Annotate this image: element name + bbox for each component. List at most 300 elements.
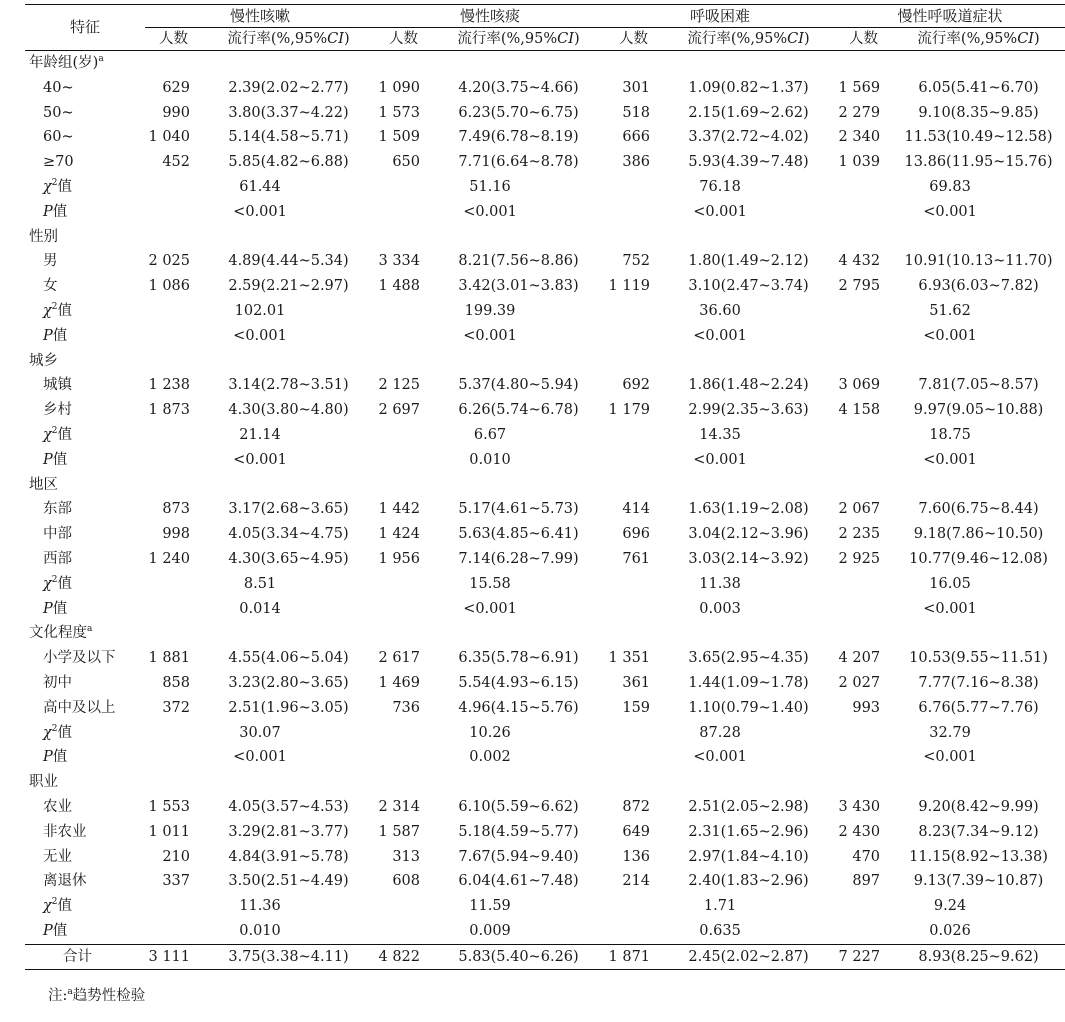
rate-cell: 3.75(3.38~4.11) bbox=[202, 944, 375, 969]
row-label: 中部 bbox=[43, 526, 72, 543]
count-cell: 629 bbox=[162, 79, 190, 96]
rate-header bbox=[202, 28, 375, 51]
rate-cell: 4.84(3.91~5.78) bbox=[228, 848, 349, 865]
rate-header-prefix: 流行率(%,95% bbox=[917, 30, 1018, 47]
chi-square-symbol: χ bbox=[43, 426, 52, 443]
count-cell: 692 bbox=[622, 377, 651, 394]
rate-cell: 4.55(4.06~5.04) bbox=[228, 650, 349, 667]
p-label-text: 值 bbox=[52, 922, 68, 939]
stat-label bbox=[25, 919, 145, 944]
section-label bbox=[25, 621, 1065, 646]
rate-cell: 11.53(10.49~12.58) bbox=[904, 129, 1053, 146]
row-label: 初中 bbox=[43, 674, 72, 691]
p-value: 0.009 bbox=[469, 922, 511, 939]
section-name: 性别 bbox=[29, 228, 58, 245]
count-cell: 1 488 bbox=[378, 278, 421, 295]
chi-square-value: 51.16 bbox=[469, 178, 511, 195]
count-cell: 872 bbox=[622, 798, 651, 815]
count-cell: 4 207 bbox=[838, 650, 881, 667]
rate-cell: 6.35(5.78~6.91) bbox=[458, 650, 579, 667]
count-cell: 1 509 bbox=[378, 129, 421, 146]
rate-cell: 3.04(2.12~3.96) bbox=[688, 526, 809, 543]
stat-label bbox=[25, 175, 145, 200]
count-cell: 4 158 bbox=[838, 402, 881, 419]
chi-square-symbol: χ bbox=[43, 575, 52, 592]
count-cell: 2 697 bbox=[378, 402, 421, 419]
count-cell: 452 bbox=[162, 154, 190, 171]
p-value: <0.001 bbox=[923, 203, 977, 220]
group-header: 慢性呼吸道症状 bbox=[835, 5, 1065, 28]
section-name: 文化程度 bbox=[29, 625, 87, 642]
p-value: <0.001 bbox=[923, 600, 977, 617]
rate-cell: 3.23(2.80~3.65) bbox=[228, 674, 349, 691]
stat-label bbox=[25, 324, 145, 349]
count-cell: 761 bbox=[622, 550, 651, 567]
chi-label-text: 值 bbox=[57, 575, 73, 592]
chi-square-value: 14.35 bbox=[699, 426, 741, 443]
count-cell: 993 bbox=[852, 699, 881, 716]
count-cell: 337 bbox=[162, 873, 190, 890]
stat-label bbox=[25, 721, 145, 746]
rate-cell: 6.76(5.77~7.76) bbox=[918, 699, 1039, 716]
chi-square-row bbox=[25, 894, 1065, 919]
count-cell: 3 334 bbox=[378, 253, 421, 270]
p-value: <0.001 bbox=[923, 749, 977, 766]
section-superscript: a bbox=[87, 624, 93, 635]
table-row bbox=[25, 795, 1065, 820]
stat-label bbox=[25, 423, 145, 448]
table-row bbox=[25, 522, 1065, 547]
chi-square-value: 76.18 bbox=[699, 178, 741, 195]
p-value: <0.001 bbox=[463, 600, 517, 617]
rate-cell: 8.93(8.25~9.62) bbox=[892, 944, 1065, 969]
rate-header-suffix: ) bbox=[1034, 30, 1040, 47]
squared-sup: 2 bbox=[51, 897, 58, 908]
rate-cell: 4.05(3.57~4.53) bbox=[228, 798, 349, 815]
table-row bbox=[25, 845, 1065, 870]
rate-cell: 6.23(5.70~6.75) bbox=[458, 104, 579, 121]
rate-cell: 6.04(4.61~7.48) bbox=[458, 873, 579, 890]
rate-cell: 3.50(2.51~4.49) bbox=[228, 873, 349, 890]
count-cell: 1 179 bbox=[608, 402, 651, 419]
rate-cell: 1.44(1.09~1.78) bbox=[688, 674, 809, 691]
rate-cell: 10.53(9.55~11.51) bbox=[909, 650, 1048, 667]
stat-label bbox=[25, 894, 145, 919]
count-cell: 990 bbox=[162, 104, 190, 121]
p-value-row bbox=[25, 448, 1065, 473]
rate-cell: 5.63(4.85~6.41) bbox=[458, 526, 579, 543]
chi-square-row bbox=[25, 572, 1065, 597]
chi-square-value: 61.44 bbox=[239, 178, 281, 195]
chi-square-value: 15.58 bbox=[469, 575, 511, 592]
p-value: <0.001 bbox=[463, 203, 517, 220]
count-cell: 470 bbox=[852, 848, 881, 865]
section-name: 年龄组(岁) bbox=[29, 55, 99, 71]
chi-square-value: 16.05 bbox=[929, 575, 971, 592]
n-header: 人数 bbox=[605, 28, 662, 51]
table-header bbox=[25, 5, 1065, 51]
row-label: 高中及以上 bbox=[43, 699, 116, 716]
p-value: <0.001 bbox=[233, 749, 287, 766]
count-cell: 897 bbox=[852, 873, 881, 890]
table-row bbox=[25, 150, 1065, 175]
chi-square-value: 21.14 bbox=[239, 426, 281, 443]
table-row bbox=[25, 869, 1065, 894]
table-row bbox=[25, 274, 1065, 299]
chi-square-value: 102.01 bbox=[234, 302, 286, 319]
count-cell: 1 424 bbox=[378, 526, 421, 543]
p-value: <0.001 bbox=[693, 749, 747, 766]
chi-label-text: 值 bbox=[57, 724, 73, 741]
count-cell: 1 881 bbox=[148, 650, 190, 667]
p-value: <0.001 bbox=[233, 203, 287, 220]
row-label: 离退休 bbox=[43, 873, 87, 890]
rate-cell: 9.18(7.86~10.50) bbox=[913, 526, 1044, 543]
chi-square-value: 36.60 bbox=[699, 302, 741, 319]
table-row bbox=[25, 671, 1065, 696]
count-cell: 386 bbox=[622, 154, 651, 171]
p-value: 0.014 bbox=[239, 600, 281, 617]
p-symbol: P bbox=[43, 749, 53, 766]
p-value-row bbox=[25, 919, 1065, 944]
rate-cell: 9.10(8.35~9.85) bbox=[918, 104, 1039, 121]
rate-cell: 3.17(2.68~3.65) bbox=[228, 501, 349, 518]
chi-square-row bbox=[25, 175, 1065, 200]
section-header-row bbox=[25, 349, 1065, 374]
chi-square-value: 18.75 bbox=[929, 426, 971, 443]
section-label bbox=[25, 770, 1065, 795]
count-cell: 1 351 bbox=[608, 650, 651, 667]
count-cell: 518 bbox=[622, 104, 651, 121]
p-value: <0.001 bbox=[233, 451, 287, 468]
count-cell: 3 111 bbox=[145, 944, 202, 969]
row-label: 男 bbox=[43, 253, 58, 270]
rate-header-prefix: 流行率(%,95% bbox=[687, 30, 788, 47]
chi-label-text: 值 bbox=[57, 898, 73, 915]
count-cell: 3 430 bbox=[838, 798, 881, 815]
count-cell: 1 569 bbox=[838, 79, 881, 96]
count-cell: 873 bbox=[162, 501, 190, 518]
p-value: <0.001 bbox=[693, 203, 747, 220]
row-label: 非农业 bbox=[43, 823, 87, 840]
p-value: 0.010 bbox=[239, 922, 281, 939]
p-value-row bbox=[25, 200, 1065, 225]
rate-cell: 3.29(2.81~3.77) bbox=[228, 823, 349, 840]
p-label-text: 值 bbox=[52, 749, 68, 766]
rate-cell: 3.37(2.72~4.02) bbox=[688, 129, 809, 146]
rate-cell: 4.30(3.65~4.95) bbox=[228, 550, 349, 567]
rate-cell: 9.20(8.42~9.99) bbox=[918, 798, 1039, 815]
p-value: 0.635 bbox=[699, 922, 741, 939]
chi-square-row bbox=[25, 423, 1065, 448]
count-cell: 3 069 bbox=[838, 377, 881, 394]
rate-cell: 6.05(5.41~6.70) bbox=[918, 79, 1039, 96]
count-cell: 2 125 bbox=[378, 377, 421, 394]
rate-cell: 1.86(1.48~2.24) bbox=[688, 377, 809, 394]
count-cell: 2 795 bbox=[838, 278, 881, 295]
p-label-text: 值 bbox=[52, 327, 68, 344]
count-cell: 752 bbox=[622, 253, 651, 270]
rate-header-suffix: ) bbox=[804, 30, 810, 47]
rate-cell: 5.83(5.40~6.26) bbox=[432, 944, 605, 969]
rate-cell: 2.45(2.02~2.87) bbox=[662, 944, 835, 969]
row-label: 西部 bbox=[43, 550, 72, 567]
p-symbol: P bbox=[43, 600, 53, 617]
rate-cell: 9.97(9.05~10.88) bbox=[913, 402, 1044, 419]
rate-cell: 5.93(4.39~7.48) bbox=[688, 154, 809, 171]
stat-label bbox=[25, 299, 145, 324]
rate-cell: 4.96(4.15~5.76) bbox=[458, 699, 579, 716]
p-value: <0.001 bbox=[923, 451, 977, 468]
rate-cell: 10.91(10.13~11.70) bbox=[904, 253, 1053, 270]
chi-square-symbol: χ bbox=[43, 898, 52, 915]
section-label bbox=[25, 51, 1065, 76]
row-label: 合计 bbox=[25, 944, 145, 969]
rate-cell: 3.14(2.78~3.51) bbox=[228, 377, 349, 394]
feature-header: 特征 bbox=[25, 5, 145, 51]
count-cell: 1 238 bbox=[148, 377, 190, 394]
squared-sup: 2 bbox=[51, 574, 58, 585]
row-label: 女 bbox=[43, 278, 58, 295]
chi-square-symbol: χ bbox=[43, 302, 52, 319]
count-cell: 1 119 bbox=[608, 278, 651, 295]
count-cell: 2 340 bbox=[838, 129, 881, 146]
count-cell: 998 bbox=[162, 526, 190, 543]
count-cell: 2 067 bbox=[838, 501, 881, 518]
rate-header-prefix: 流行率(%,95% bbox=[457, 30, 558, 47]
count-cell: 1 086 bbox=[148, 278, 190, 295]
chi-square-row bbox=[25, 721, 1065, 746]
row-label: 城镇 bbox=[43, 377, 72, 394]
rate-cell: 1.63(1.19~2.08) bbox=[688, 501, 809, 518]
rate-header-ci: CI bbox=[1017, 30, 1035, 47]
count-cell: 1 553 bbox=[148, 798, 190, 815]
chi-square-value: 30.07 bbox=[239, 724, 281, 741]
count-cell: 858 bbox=[162, 674, 190, 691]
chi-square-symbol: χ bbox=[43, 178, 52, 195]
rate-cell: 3.80(3.37~4.22) bbox=[228, 104, 349, 121]
count-cell: 313 bbox=[392, 848, 421, 865]
stat-label bbox=[25, 745, 145, 770]
chi-square-value: 10.26 bbox=[469, 724, 511, 741]
rate-cell: 2.39(2.02~2.77) bbox=[228, 79, 349, 96]
table-row bbox=[25, 373, 1065, 398]
count-cell: 1 871 bbox=[605, 944, 662, 969]
count-cell: 666 bbox=[622, 129, 651, 146]
count-cell: 7 227 bbox=[835, 944, 892, 969]
rate-header-suffix: ) bbox=[573, 30, 580, 47]
rate-cell: 4.20(3.75~4.66) bbox=[458, 79, 579, 96]
row-label: 乡村 bbox=[43, 402, 72, 419]
stat-label bbox=[25, 448, 145, 473]
p-label-text: 值 bbox=[52, 203, 68, 220]
count-cell: 214 bbox=[622, 873, 651, 890]
p-value: 0.010 bbox=[469, 451, 511, 468]
section-label bbox=[25, 473, 1065, 498]
rate-cell: 7.49(6.78~8.19) bbox=[458, 129, 579, 146]
rate-cell: 3.03(2.14~3.92) bbox=[688, 550, 809, 567]
count-cell: 4 432 bbox=[838, 253, 881, 270]
group-header: 慢性咳嗽 bbox=[145, 5, 375, 28]
row-label: 40~ bbox=[43, 79, 74, 96]
table-row bbox=[25, 101, 1065, 126]
section-name: 城乡 bbox=[29, 352, 58, 369]
rate-cell: 7.14(6.28~7.99) bbox=[458, 550, 579, 567]
note-text: 趋势性检验 bbox=[72, 988, 146, 1004]
rate-cell: 2.15(1.69~2.62) bbox=[688, 104, 809, 121]
row-label: 小学及以下 bbox=[43, 650, 116, 667]
rate-cell: 6.93(6.03~7.82) bbox=[918, 278, 1039, 295]
count-cell: 736 bbox=[392, 699, 421, 716]
count-cell: 301 bbox=[622, 79, 651, 96]
chi-square-value: 199.39 bbox=[464, 302, 516, 319]
count-cell: 2 025 bbox=[148, 253, 190, 270]
table-row bbox=[25, 696, 1065, 721]
rate-header-suffix: ) bbox=[343, 30, 350, 47]
chi-square-value: 69.83 bbox=[929, 178, 971, 195]
rate-cell: 7.60(6.75~8.44) bbox=[918, 501, 1039, 518]
count-cell: 1 442 bbox=[378, 501, 421, 518]
rate-cell: 5.85(4.82~6.88) bbox=[228, 154, 349, 171]
rate-cell: 2.40(1.83~2.96) bbox=[688, 873, 809, 890]
row-label: 60~ bbox=[43, 129, 74, 146]
count-cell: 2 279 bbox=[838, 104, 881, 121]
rate-cell: 2.51(1.96~3.05) bbox=[228, 699, 349, 716]
squared-sup: 2 bbox=[51, 723, 58, 734]
rate-cell: 5.18(4.59~5.77) bbox=[458, 823, 579, 840]
n-header: 人数 bbox=[375, 28, 432, 51]
rate-cell: 3.42(3.01~3.83) bbox=[458, 278, 579, 295]
count-cell: 2 235 bbox=[838, 526, 881, 543]
count-cell: 2 430 bbox=[838, 823, 881, 840]
count-cell: 361 bbox=[622, 674, 651, 691]
rate-cell: 2.59(2.21~2.97) bbox=[228, 278, 349, 295]
chi-square-value: 6.67 bbox=[473, 426, 507, 443]
table-row bbox=[25, 76, 1065, 101]
table-body bbox=[25, 51, 1065, 970]
table-row bbox=[25, 249, 1065, 274]
count-cell: 1 956 bbox=[378, 550, 421, 567]
section-header-row bbox=[25, 770, 1065, 795]
count-cell: 649 bbox=[622, 823, 651, 840]
count-cell: 4 822 bbox=[375, 944, 432, 969]
row-label: 50~ bbox=[43, 104, 74, 121]
note-prefix: 注: bbox=[48, 988, 68, 1004]
chi-square-value: 87.28 bbox=[699, 724, 741, 741]
rate-header-ci: CI bbox=[787, 30, 804, 47]
rate-cell: 4.30(3.80~4.80) bbox=[228, 402, 349, 419]
table-row bbox=[25, 547, 1065, 572]
count-cell: 2 314 bbox=[378, 798, 421, 815]
row-label: ≥70 bbox=[43, 154, 74, 171]
rate-header bbox=[892, 28, 1065, 51]
prevalence-table bbox=[25, 4, 1065, 970]
rate-cell: 7.67(5.94~9.40) bbox=[458, 848, 579, 865]
count-cell: 136 bbox=[622, 848, 651, 865]
section-header-row bbox=[25, 621, 1065, 646]
rate-cell: 1.80(1.49~2.12) bbox=[688, 253, 809, 270]
section-name: 职业 bbox=[29, 774, 58, 791]
rate-header bbox=[432, 28, 605, 51]
rate-cell: 3.65(2.95~4.35) bbox=[688, 650, 809, 667]
rate-header-ci: CI bbox=[327, 30, 344, 47]
p-value-row bbox=[25, 597, 1065, 622]
row-label: 农业 bbox=[43, 798, 72, 815]
table-note bbox=[48, 984, 145, 1005]
count-cell: 696 bbox=[622, 526, 651, 543]
note-superscript: a bbox=[67, 987, 73, 997]
chi-square-value: 51.62 bbox=[929, 302, 971, 319]
rate-cell: 2.99(2.35~3.63) bbox=[688, 402, 809, 419]
p-value: <0.001 bbox=[463, 327, 517, 344]
rate-cell: 7.81(7.05~8.57) bbox=[918, 377, 1039, 394]
row-label: 无业 bbox=[43, 848, 72, 865]
squared-sup: 2 bbox=[51, 425, 58, 436]
count-cell: 1 090 bbox=[378, 79, 421, 96]
count-cell: 1 873 bbox=[148, 402, 190, 419]
chi-square-row bbox=[25, 299, 1065, 324]
table-row bbox=[25, 125, 1065, 150]
table-row bbox=[25, 398, 1065, 423]
rate-cell: 6.26(5.74~6.78) bbox=[458, 402, 579, 419]
rate-cell: 9.13(7.39~10.87) bbox=[913, 873, 1044, 890]
p-symbol: P bbox=[43, 203, 53, 220]
chi-label-text: 值 bbox=[57, 302, 73, 319]
squared-sup: 2 bbox=[51, 177, 58, 188]
stat-label bbox=[25, 572, 145, 597]
rate-cell: 10.77(9.46~12.08) bbox=[909, 550, 1048, 567]
count-cell: 1 039 bbox=[838, 154, 881, 171]
p-value: <0.001 bbox=[693, 327, 747, 344]
chi-square-value: 8.51 bbox=[243, 575, 277, 592]
p-value-row bbox=[25, 745, 1065, 770]
p-symbol: P bbox=[43, 922, 53, 939]
p-value: <0.001 bbox=[693, 451, 747, 468]
table-row bbox=[25, 646, 1065, 671]
rate-cell: 5.14(4.58~5.71) bbox=[228, 129, 349, 146]
rate-cell: 7.77(7.16~8.38) bbox=[918, 674, 1039, 691]
count-cell: 2 617 bbox=[378, 650, 421, 667]
chi-square-value: 9.24 bbox=[933, 898, 967, 915]
p-label-text: 值 bbox=[52, 600, 68, 617]
rate-header bbox=[662, 28, 835, 51]
count-cell: 2 027 bbox=[838, 674, 881, 691]
stat-label bbox=[25, 597, 145, 622]
table-row bbox=[25, 820, 1065, 845]
p-value-row bbox=[25, 324, 1065, 349]
rate-cell: 5.37(4.80~5.94) bbox=[458, 377, 579, 394]
p-symbol: P bbox=[43, 327, 53, 344]
n-header: 人数 bbox=[835, 28, 892, 51]
section-label bbox=[25, 225, 1065, 250]
rate-cell: 1.09(0.82~1.37) bbox=[688, 79, 809, 96]
rate-cell: 2.97(1.84~4.10) bbox=[688, 848, 809, 865]
rate-cell: 5.17(4.61~5.73) bbox=[458, 501, 579, 518]
count-cell: 372 bbox=[162, 699, 190, 716]
section-header-row bbox=[25, 225, 1065, 250]
stat-label bbox=[25, 200, 145, 225]
chi-square-value: 11.59 bbox=[469, 898, 511, 915]
squared-sup: 2 bbox=[51, 301, 58, 312]
rate-cell: 8.23(7.34~9.12) bbox=[918, 823, 1039, 840]
section-name: 地区 bbox=[29, 476, 58, 493]
p-value: <0.001 bbox=[923, 327, 977, 344]
group-header: 呼吸困难 bbox=[605, 5, 835, 28]
chi-square-value: 32.79 bbox=[929, 724, 971, 741]
rate-cell: 11.15(8.92~13.38) bbox=[909, 848, 1048, 865]
rate-cell: 1.10(0.79~1.40) bbox=[688, 699, 809, 716]
p-label-text: 值 bbox=[52, 451, 68, 468]
